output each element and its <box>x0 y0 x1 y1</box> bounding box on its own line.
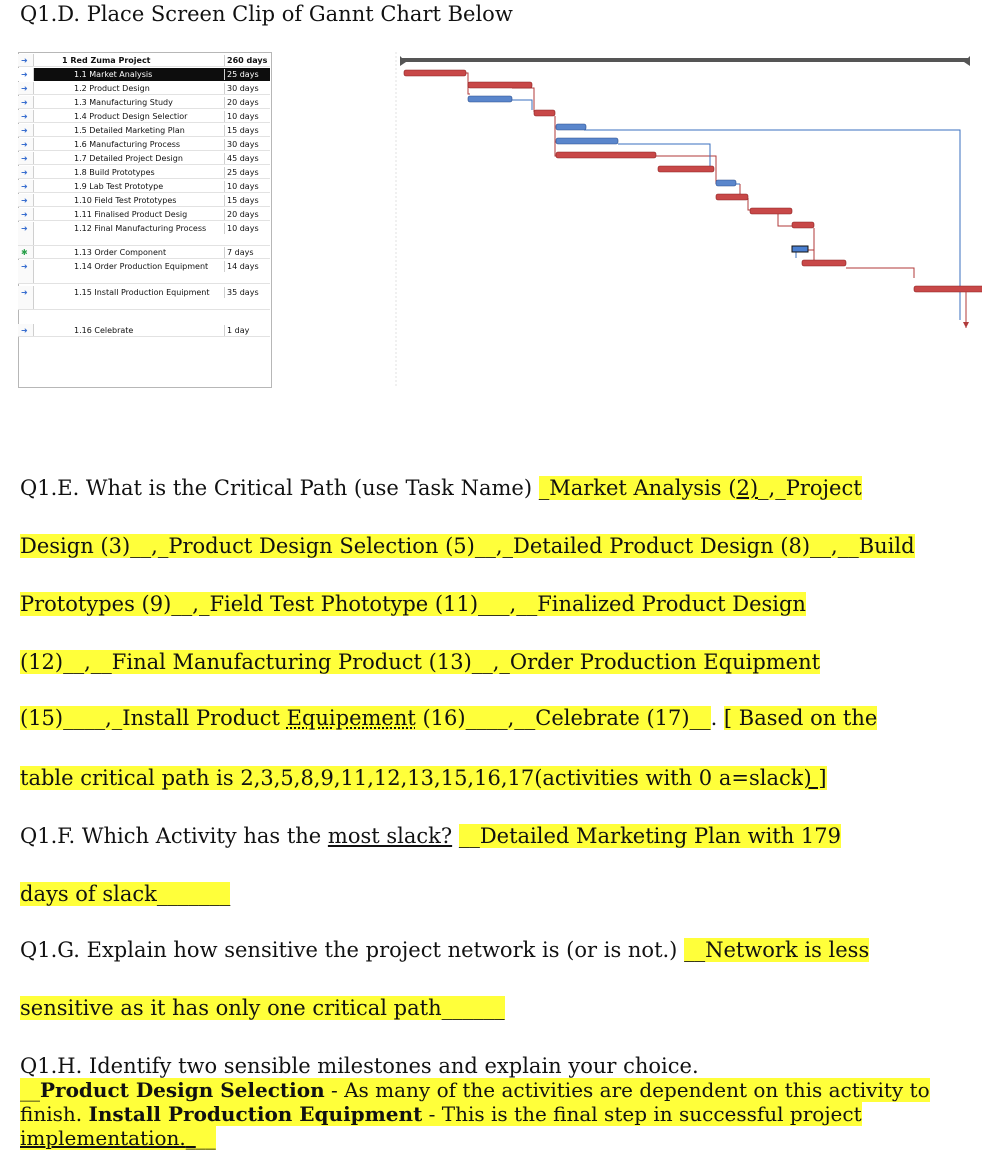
task-row-1[interactable] <box>18 68 270 81</box>
task-duration: 25 days <box>224 69 271 80</box>
bar-market-analysis <box>404 70 466 76</box>
task-duration: 20 days <box>224 209 271 220</box>
task-name: 1.15 Install Production Equipment <box>74 288 210 297</box>
task-mode-icon: ➜ <box>21 326 28 335</box>
bar-manufacturing-study <box>468 96 512 102</box>
task-row-7[interactable] <box>18 152 270 165</box>
task-name: 1.5 Detailed Marketing Plan <box>74 126 185 135</box>
pin-icon: ✱ <box>21 248 28 257</box>
bar-build-prototypes <box>658 166 714 172</box>
task-row-9[interactable] <box>18 180 270 193</box>
task-duration: 10 days <box>224 223 271 234</box>
bar-order-production-equipment <box>802 260 846 266</box>
task-name: 1.12 Final Manufacturing Process <box>74 224 207 233</box>
task-mode-icon: ➜ <box>21 224 28 233</box>
task-name: 1.8 Build Prototypes <box>74 168 155 177</box>
task-mode-icon: ➜ <box>21 70 28 79</box>
task-name: 1.13 Order Component <box>74 248 167 257</box>
noncritical-dependency-lines <box>512 100 960 320</box>
task-name: 1.11 Finalised Product Desig <box>74 210 188 219</box>
task-name: 1.16 Celebrate <box>74 326 134 335</box>
task-mode-icon: ➜ <box>21 288 28 297</box>
task-row-12[interactable] <box>18 222 270 246</box>
task-mode-icon: ➜ <box>21 112 28 121</box>
task-row-13[interactable] <box>18 246 270 259</box>
q1f-line-1: Q1.F. Which Activity has the most slack? __Detailed Marketing Plan with 179 <box>20 824 842 848</box>
task-duration: 1 day <box>224 325 271 336</box>
task-name: 1.7 Detailed Project Design <box>74 154 183 163</box>
q1e-line-2: Design (3)__,_Product Design Selection (5)__,_Detailed Product Design (8)__,__Build <box>20 534 915 558</box>
task-row-3[interactable] <box>18 96 270 109</box>
task-mode-icon: ➜ <box>21 262 28 271</box>
task-name: 1.2 Product Design <box>74 84 150 93</box>
q1f-line-2: days of slack_______ <box>20 882 231 906</box>
task-name: 1.10 Field Test Prototypes <box>74 196 177 205</box>
q1g-line-2: sensitive as it has only one critical path______ <box>20 996 505 1020</box>
q1e-line-6: table critical path is 2,3,5,8,9,11,12,13,15,16,17(activities with 0 a=slack) ] <box>20 766 827 790</box>
task-row-10[interactable] <box>18 194 270 207</box>
task-mode-icon: ➜ <box>21 196 28 205</box>
task-mode-icon: ➜ <box>21 126 28 135</box>
task-mode-icon: ➜ <box>21 98 28 107</box>
bar-field-test-prototypes <box>716 194 748 200</box>
q1d-title: Q1.D. Place Screen Clip of Gannt Chart Below <box>20 2 513 26</box>
task-mode-icon: ➜ <box>21 56 28 65</box>
task-duration: 45 days <box>224 153 271 164</box>
task-mode-icon: ➜ <box>21 140 28 149</box>
task-mode-icon: ➜ <box>21 84 28 93</box>
bar-manufacturing-process <box>556 138 618 144</box>
task-duration: 15 days <box>224 195 271 206</box>
task-name: 1.14 Order Production Equipment <box>74 262 209 271</box>
bar-order-component <box>792 246 808 252</box>
task-duration: 260 days <box>224 55 271 66</box>
q1e-line-4: (12)__,__Final Manufacturing Product (13)__,_Order Production Equipment <box>20 650 821 674</box>
task-row-16[interactable] <box>18 324 270 337</box>
task-name: 1.6 Manufacturing Process <box>74 140 181 149</box>
bar-product-design-selection <box>534 110 555 116</box>
q1e-line-5: (15)____,_Install Product Equipement (16)____,__Celebrate (17)__. [ Based on the <box>20 706 878 730</box>
task-row-14[interactable] <box>18 260 270 284</box>
task-mode-icon: ➜ <box>21 168 28 177</box>
summary-bar <box>400 58 970 62</box>
task-name: 1.9 Lab Test Prototype <box>74 182 164 191</box>
task-duration: 7 days <box>224 247 271 258</box>
gantt-chart <box>18 52 984 390</box>
bar-final-manufacturing-process <box>792 222 814 228</box>
task-row-2[interactable] <box>18 82 270 95</box>
task-duration: 25 days <box>224 167 271 178</box>
task-duration: 15 days <box>224 125 271 136</box>
task-row-4[interactable] <box>18 110 270 123</box>
bar-detailed-marketing-plan <box>556 124 586 130</box>
task-row-11[interactable] <box>18 208 270 221</box>
task-duration: 30 days <box>224 83 271 94</box>
task-mode-icon: ➜ <box>21 154 28 163</box>
q1h-title: Q1.H. Identify two sensible milestones and explain your choice. <box>20 1054 699 1078</box>
task-name: 1.1 Market Analysis <box>74 70 153 79</box>
task-mode-icon: ➜ <box>21 210 28 219</box>
task-name: 1.4 Product Design Selectior <box>74 112 188 121</box>
task-row-6[interactable] <box>18 138 270 151</box>
task-duration: 20 days <box>224 97 271 108</box>
bar-lab-test-prototype <box>716 180 736 186</box>
q1h-answer: __Product Design Selection - As many of the activities are dependent on this activity to finish. Install Production Equipment - This is the final step in successful project implementation.___ <box>20 1078 930 1150</box>
task-row-15[interactable] <box>18 286 270 310</box>
task-duration: 10 days <box>224 111 271 122</box>
bar-install-production-equipment <box>914 286 982 292</box>
bar-detailed-project-design <box>556 152 656 158</box>
task-duration: 30 days <box>224 139 271 150</box>
task-mode-icon: ➜ <box>21 182 28 191</box>
q1g-line-1: Q1.G. Explain how sensitive the project network is (or is not.) __Network is less <box>20 938 870 962</box>
task-row-8[interactable] <box>18 166 270 179</box>
bar-finalised-product-design <box>750 208 792 214</box>
task-name: 1 Red Zuma Project <box>62 56 151 65</box>
task-name: 1.3 Manufacturing Study <box>74 98 173 107</box>
task-duration: 35 days <box>224 287 271 298</box>
task-duration: 10 days <box>224 181 271 192</box>
bar-product-design <box>468 82 532 88</box>
gantt-bars-area <box>382 52 982 388</box>
q1e-line-1: Q1.E. What is the Critical Path (use Task Name) _Market Analysis (2)_,_Project <box>20 476 862 500</box>
task-duration: 14 days <box>224 261 271 272</box>
task-row-5[interactable] <box>18 124 270 137</box>
q1e-line-3: Prototypes (9)__,_Field Test Phototype (11)___,__Finalized Product Design <box>20 592 806 616</box>
task-row-summary[interactable] <box>18 54 270 67</box>
